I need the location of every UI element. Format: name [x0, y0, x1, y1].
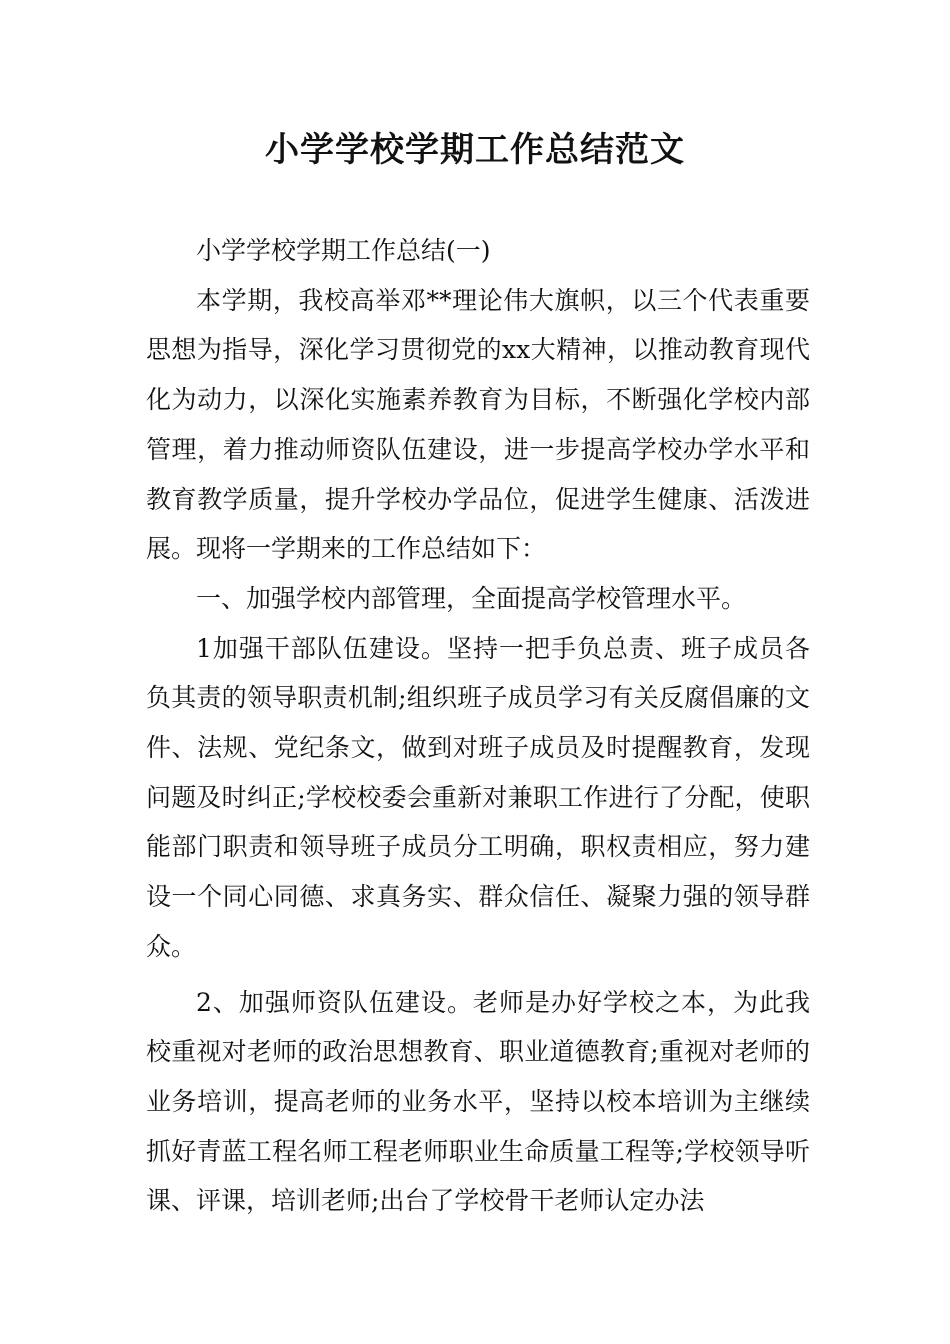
paragraph-intro: 本学期，我校高举邓**理论伟大旗帜，以三个代表重要思想为指导，深化学习贯彻党的xx大精神，以推动教育现代化为动力，以深化实施素养教育为目标，不断强化学校内部管理，着力推动师资队伍建设，进一步提高学校办学水平和教育教学质量，提升学校办学品位，促进学生健康、活泼进展。现将一学期来的工作总结如下：: [146, 285, 810, 564]
paragraph-section-heading: 一、加强学校内部管理，全面提高学校管理水平。: [196, 583, 747, 613]
document-body: [146, 226, 810, 1226]
document-title: 小学学校学期工作总结范文: [265, 130, 685, 170]
section-subtitle: 小学学校学期工作总结(一): [196, 236, 491, 265]
paragraph-item-2: 2、加强师资队伍建设。老师是办好学校之本，为此我校重视对老师的政治思想教育、职业道德教育;重视对老师的业务培训，提高老师的业务水平，坚持以校本培训为主继续抓好青蓝工程名师工程老师职业生命质量工程等;学校领导听课、评课，培训老师;出台了学校骨干老师认定办法: [146, 987, 810, 1216]
paragraph-item-1: 1加强干部队伍建设。坚持一把手负总责、班子成员各负其责的领导职责机制;组织班子成员学习有关反腐倡廉的文件、法规、党纪条文，做到对班子成员及时提醒教育，发现问题及时纠正;学校校委会重新对兼职工作进行了分配，使职能部门职责和领导班子成员分工明确，职权责相应，努力建设一个同心同德、求真务实、群众信任、凝聚力强的领导群众。: [146, 633, 810, 961]
